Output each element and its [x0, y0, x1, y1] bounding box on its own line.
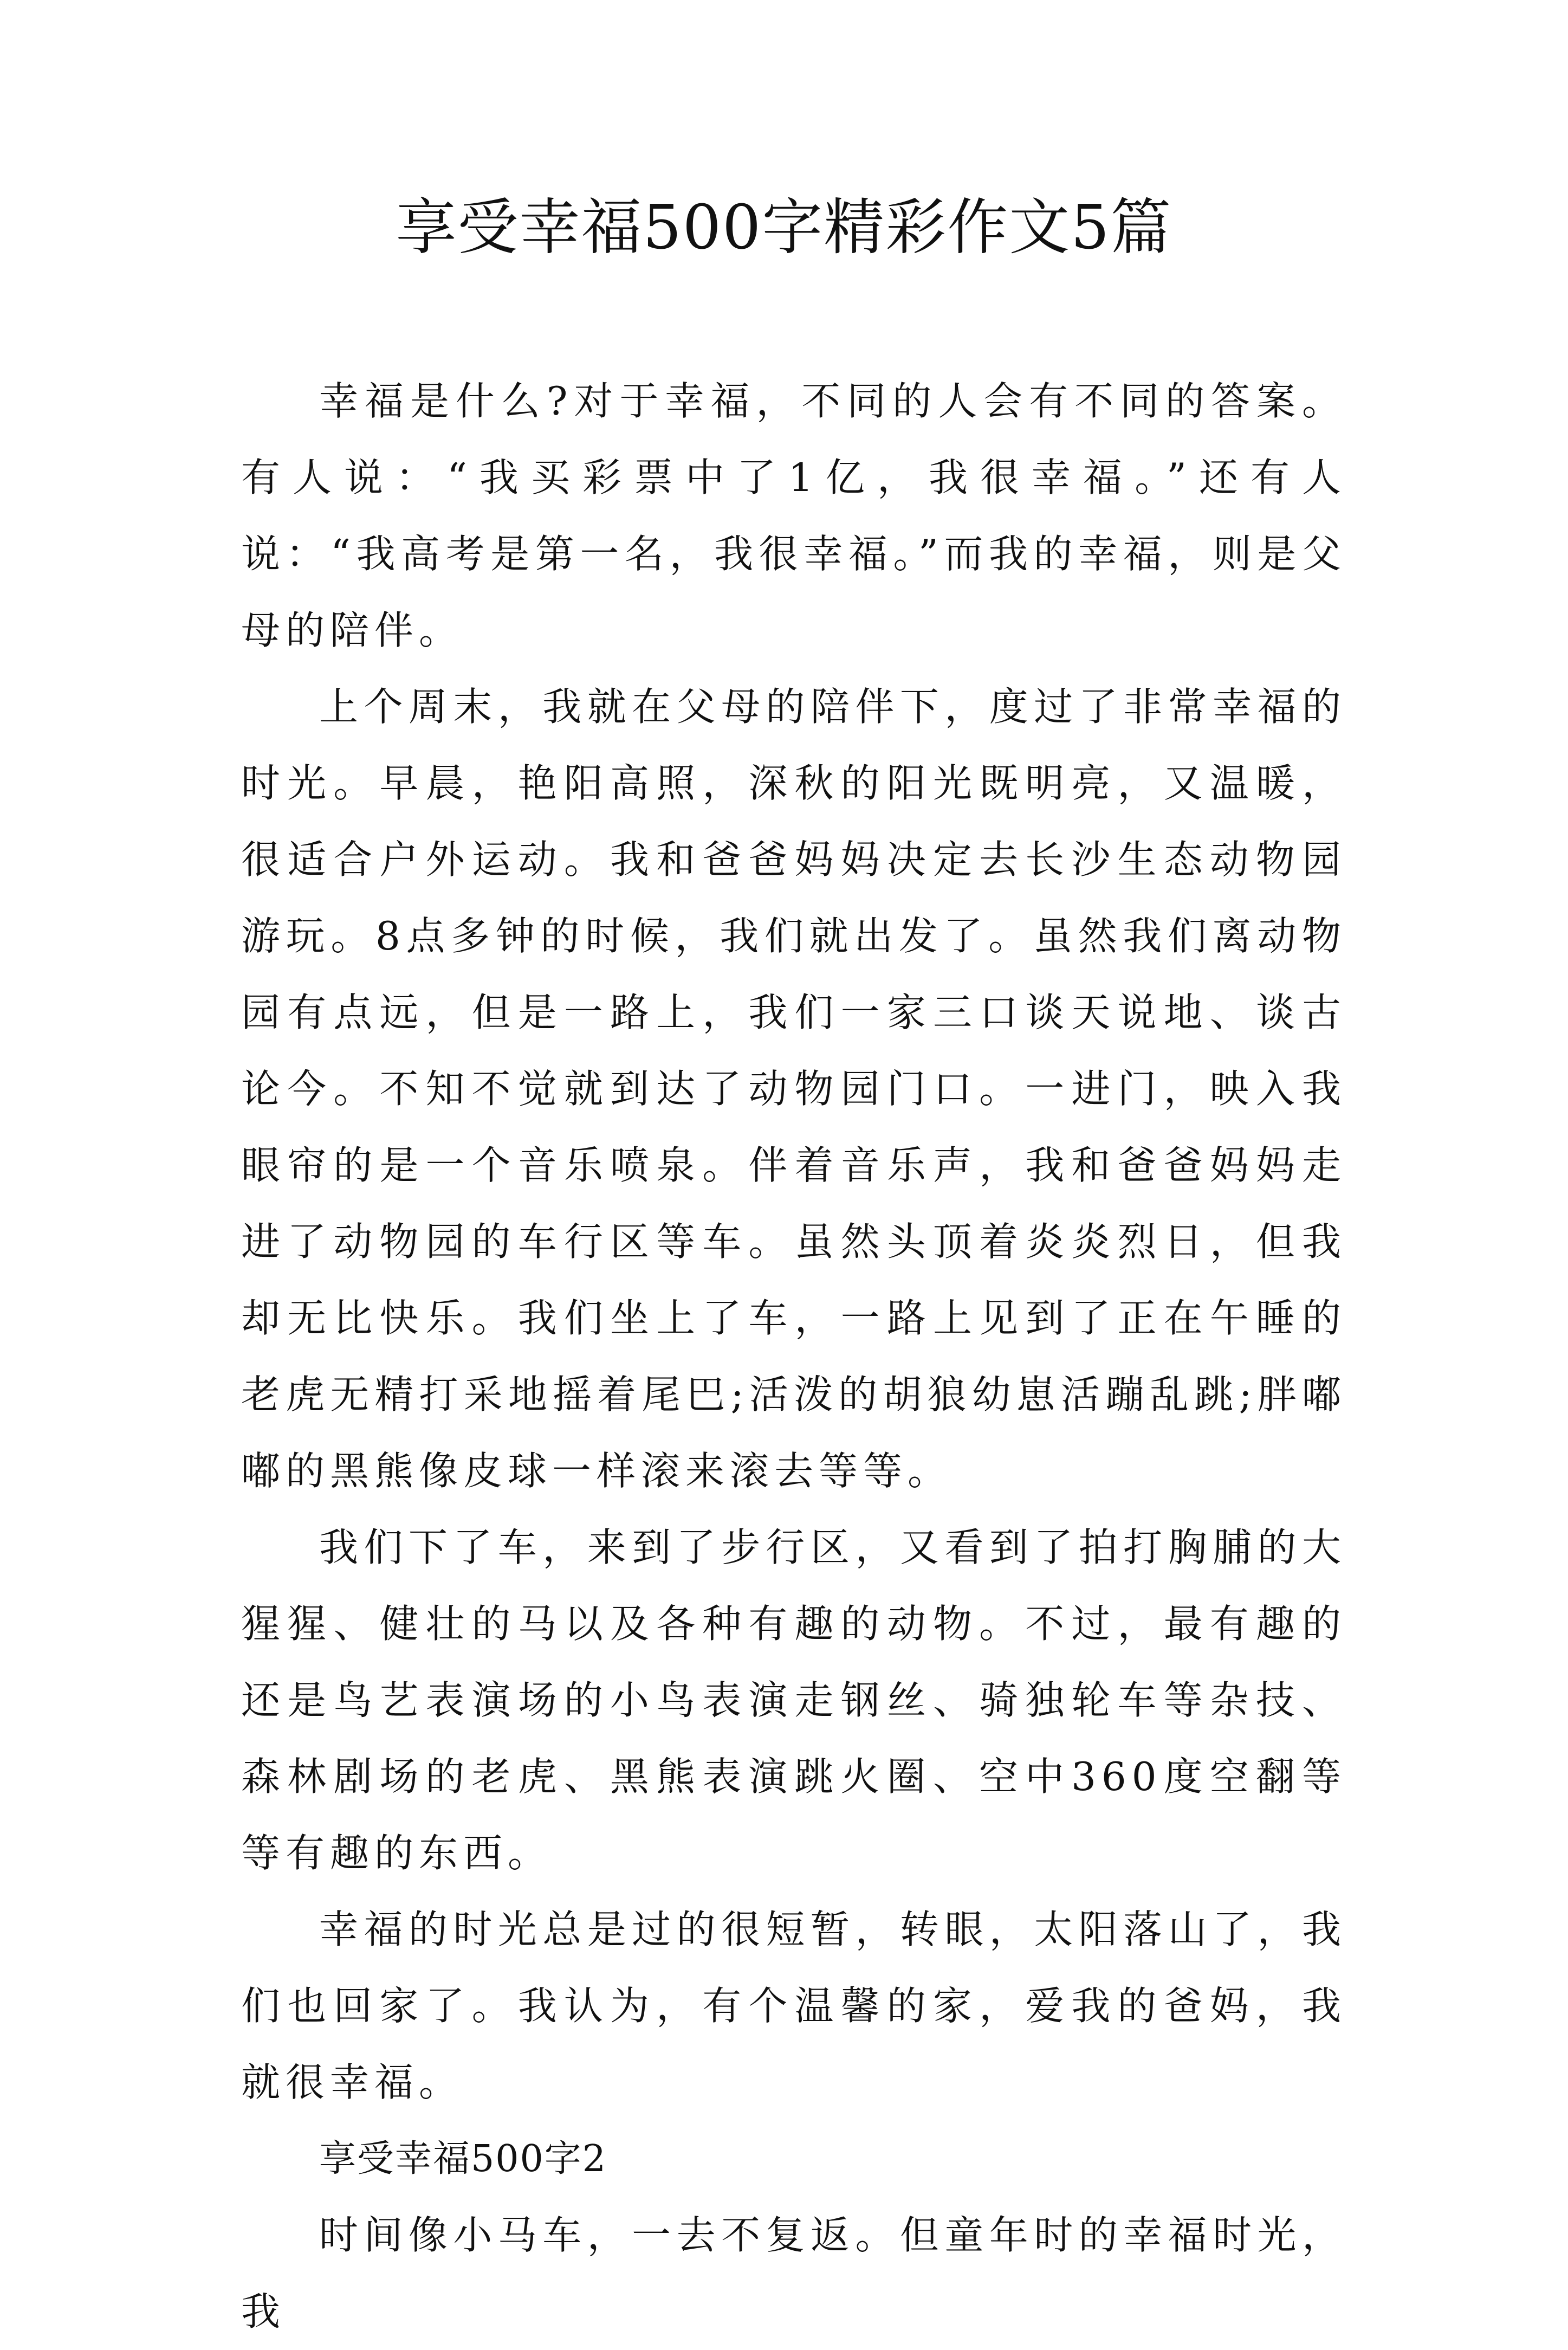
paragraph-2: 上个周末，我就在父母的陪伴下，度过了非常幸福的时光。早晨，艳阳高照，深秋的阳光既明亮，又温暖，很适合户外运动。我和爸爸妈妈决定去长沙生态动物园游玩。8点多钟的时候，我们就出发了。虽然我们离动物园有点远，但是一路上，我们一家三口谈天说地、谈古论今。不知不觉就到达了动物园门口。一进门，映入我眼帘的是一个音乐喷泉。伴着音乐声，我和爸爸妈妈走进了动物园的车行区等车。虽然头顶着炎炎烈日，但我却无比快乐。我们坐上了车，一路上见到了正在午睡的老虎无精打采地摇着尾巴;活泼的胡狼幼崽活蹦乱跳;胖嘟嘟的黑熊像皮球一样滚来滚去等等。	[241, 684, 1346, 1494]
paragraph-3: 我们下了车，来到了步行区，又看到了拍打胸脯的大猩猩、健壮的马以及各种有趣的动物。不过，最有趣的还是鸟艺表演场的小鸟表演走钢丝、骑独轮车等杂技、森林剧场的老虎、黑熊表演跳火圈、空中360度空翻等等有趣的东西。	[241, 1525, 1346, 1876]
document-title: 享受幸福500字精彩作文5篇	[396, 192, 1172, 263]
paragraph-4: 幸福的时光总是过的很短暂，转眼，太阳落山了，我们也回家了。我认为，有个温馨的家，爱我的爸妈，我就很幸福。	[241, 1907, 1346, 2105]
paragraph-1: 幸福是什么?对于幸福，不同的人会有不同的答案。有人说：“我买彩票中了1亿，我很幸福。”还有人说：“我高考是第一名，我很幸福。”而我的幸福，则是父母的陪伴。	[241, 378, 1346, 653]
paragraph-5: 时间像小马车，一去不复返。但童年时的幸福时光，我	[241, 2212, 1346, 2334]
section-heading: 享受幸福500字2	[319, 2138, 607, 2180]
document-body	[241, 363, 1346, 2350]
